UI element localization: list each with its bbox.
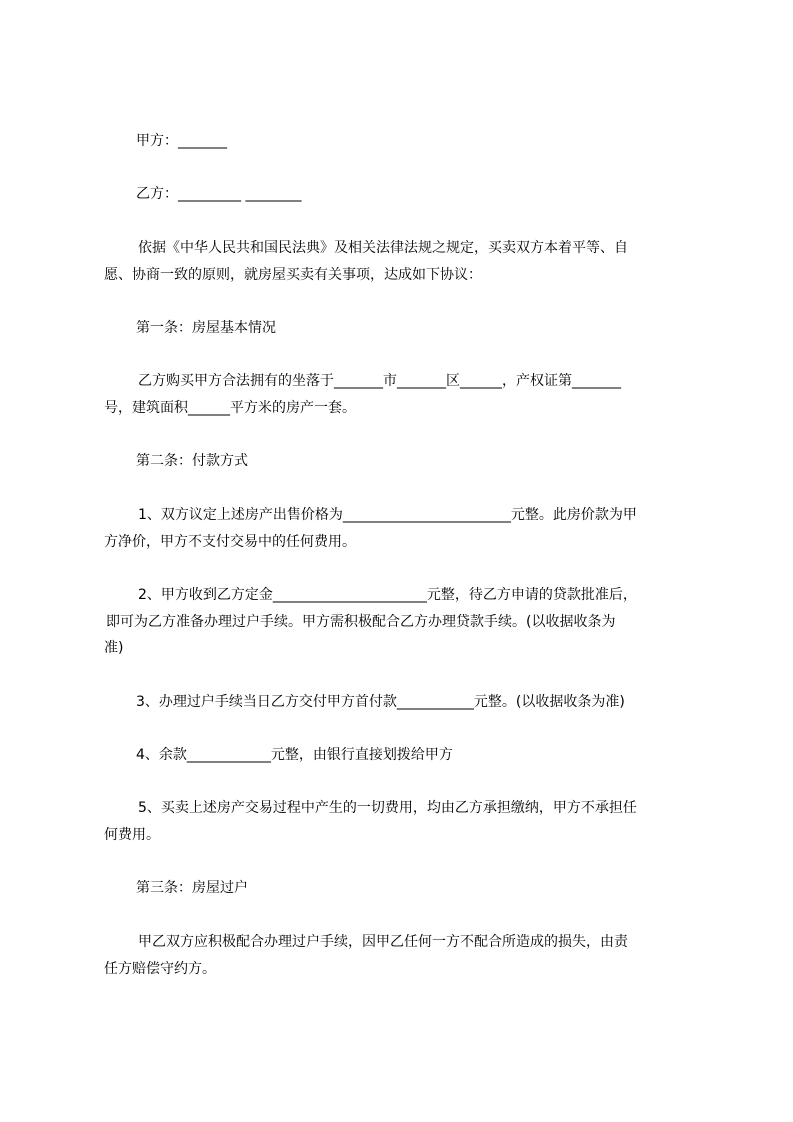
article-2-item-5-line-2: 何费用。 [104, 827, 160, 843]
preamble-line-2: 愿、协商一致的原则，就房屋买卖有关事项，达成如下协议： [104, 267, 482, 283]
article-1-line-2: 号，建筑面积______平方米的房产一套。 [104, 400, 356, 416]
article-2-item-2-line-1: 2、甲方收到乙方定金______________________元整，待乙方申请的贷款批准后， [138, 587, 637, 603]
article-2-item-4: 4、余款____________元整，由银行直接划拨给甲方 [136, 747, 453, 763]
article-2-item-2-line-3: 准) [104, 640, 124, 656]
article-2-item-1-line-2: 方净价，甲方不支付交易中的任何费用。 [104, 534, 356, 550]
party-b-line: 乙方：_________ ________ [136, 186, 302, 202]
article-2-item-5-line-1: 5、买卖上述房产交易过程中产生的一切费用，均由乙方承担缴纳，甲方不承担任 [138, 800, 637, 816]
article-3-line-1: 甲乙双方应积极配合办理过户手续，因甲乙任何一方不配合所造成的损失，由责 [138, 934, 628, 950]
article-3-line-2: 任方赔偿守约方。 [104, 961, 216, 977]
article-3-title: 第三条：房屋过户 [136, 880, 248, 896]
party-a-line: 甲方：_______ [136, 133, 227, 149]
article-1-line-1: 乙方购买甲方合法拥有的坐落于_______市_______区______，产权证第_______ [138, 373, 621, 389]
preamble-line-1: 依据《中华人民共和国民法典》及相关法律法规之规定，买卖双方本着平等、自 [138, 240, 628, 256]
article-2-item-1-line-1: 1、双方议定上述房产出售价格为________________________元整。此房价款为甲 [138, 507, 637, 523]
article-2-item-2-line-2: 即可为乙方准备办理过户手续。甲方需积极配合乙方办理贷款手续。(以收据收条为 [106, 614, 616, 630]
article-2-title: 第二条：付款方式 [136, 453, 248, 469]
article-2-item-3: 3、办理过户手续当日乙方交付甲方首付款___________元整。(以收据收条为准) [136, 694, 625, 710]
article-1-title: 第一条：房屋基本情况 [136, 320, 276, 336]
